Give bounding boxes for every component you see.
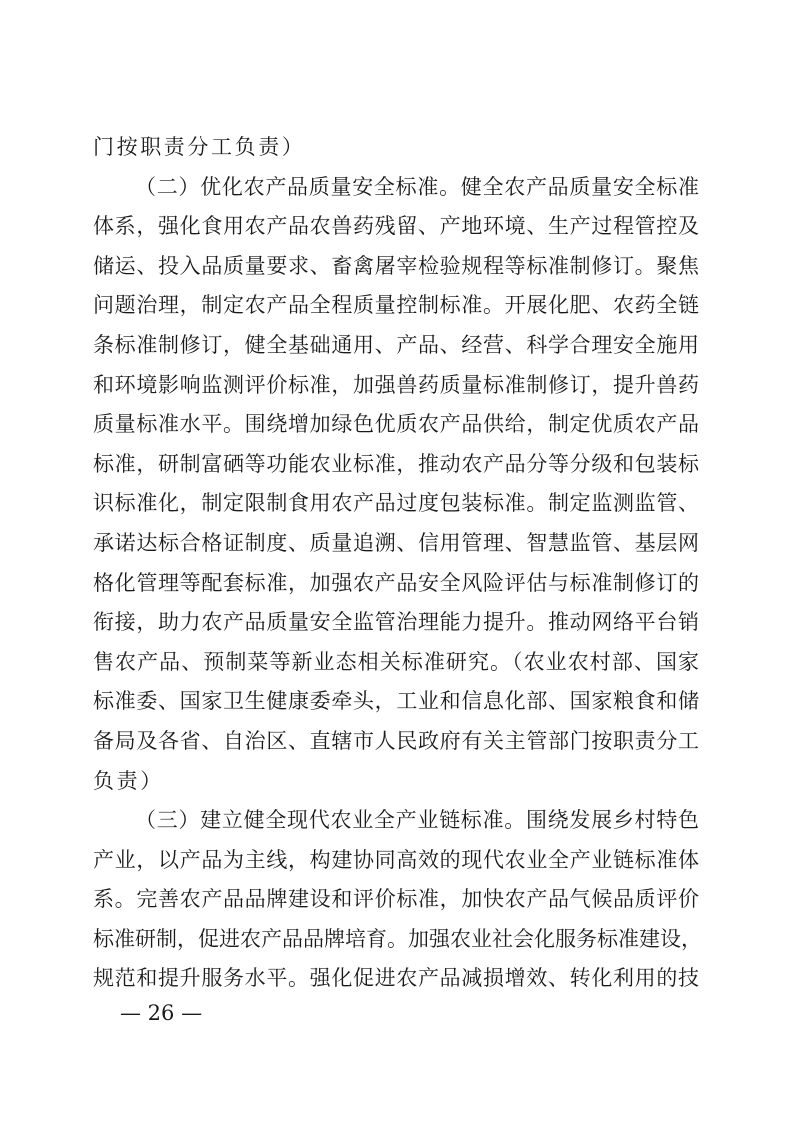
text-line: 系。完善农产品品牌建设和评价标准，加快农产品气候品质评价: [93, 887, 699, 912]
body-text: [93, 128, 702, 999]
text-line: 售农产品、预制菜等新业态相关标准研究。（农业农村部、国家: [93, 649, 699, 674]
text-line: 储运、投入品质量要求、畜禽屠宰检验规程等标准制修订。聚焦: [93, 253, 699, 278]
text-line: 条标准制修订，健全基础通用、产品、经营、科学合理安全施用: [93, 332, 699, 357]
text-line: 规范和提升服务水平。强化促进农产品减损增效、转化利用的技: [93, 966, 699, 991]
page-number: — 26 —: [120, 1001, 203, 1025]
text-line: 体系，强化食用农产品农兽药残留、产地环境、生产过程管控及: [93, 214, 699, 239]
text-line: 产业，以产品为主线，构建协同高效的现代农业全产业链标准体: [93, 847, 699, 872]
text-line: 识标准化，制定限制食用农产品过度包装标准。制定监测监管、: [93, 491, 699, 516]
text-line: 负责）: [93, 768, 164, 793]
text-line: 备局及各省、自治区、直辖市人民政府有关主管部门按职责分工: [93, 728, 699, 753]
text-line: 衔接，助力农产品质量安全监管治理能力提升。推动网络平台销: [93, 610, 699, 635]
section-heading-line: （三）建立健全现代农业全产业链标准。围绕发展乡村特色: [135, 808, 699, 833]
text-line: 质量标准水平。围绕增加绿色优质农产品供给，制定优质农产品: [93, 412, 699, 437]
text-line: 标准，研制富硒等功能农业标准，推动农产品分等分级和包装标: [93, 451, 699, 476]
text-line: 格化管理等配套标准，加强农产品安全风险评估与标准制修订的: [93, 570, 699, 595]
text-line: 标准委、国家卫生健康委牵头，工业和信息化部、国家粮食和储: [93, 689, 699, 714]
text-line: 标准研制，促进农产品品牌培育。加强农业社会化服务标准建设，: [93, 926, 702, 951]
text-line: 和环境影响监测评价标准，加强兽药质量标准制修订，提升兽药: [93, 372, 699, 397]
section-heading-line: （二）优化农产品质量安全标准。健全农产品质量安全标准: [135, 174, 699, 199]
text-line: 承诺达标合格证制度、质量追溯、信用管理、智慧监管、基层网: [93, 530, 699, 555]
text-line: 问题治理，制定农产品全程质量控制标准。开展化肥、农药全链: [93, 293, 699, 318]
text-line: 门按职责分工负责）: [93, 135, 306, 159]
